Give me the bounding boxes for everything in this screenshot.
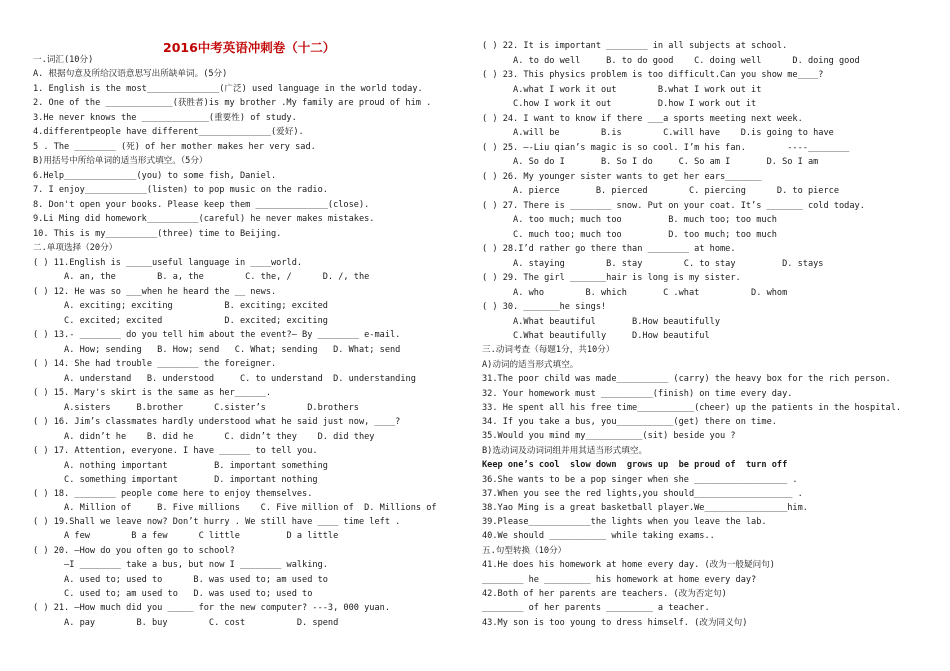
left-line: C. used to; am used to D. was used to; used to bbox=[33, 589, 313, 599]
right-line: A. So do I B. So I do C. So am I D. So I am bbox=[482, 157, 819, 167]
left-line: 4.differentpeople have different______________(爱好). bbox=[33, 127, 304, 137]
left-line: A. an, the B. a, the C. the, / D. /, the bbox=[33, 272, 370, 282]
right-line: ( ) 23. This physics problem is too difficult.Can you show me____? bbox=[482, 70, 824, 80]
left-line: ( ) 14. She had trouble ________ the foreigner. bbox=[33, 359, 277, 369]
right-line: 五.句型转换（10分） bbox=[482, 546, 567, 556]
right-line: A.What beautiful B.How beautifully bbox=[482, 317, 720, 327]
left-line: 7. I enjoy____________(listen) to pop music on the radio. bbox=[33, 185, 328, 195]
left-line: 一.词汇(10分) bbox=[33, 55, 94, 65]
right-line: 35.Would you mind my___________(sit) beside you ? bbox=[482, 431, 736, 441]
right-line: 39.Please____________the lights when you leave the lab. bbox=[482, 517, 767, 527]
right-line: A.will be B.is C.will have D.is going to have bbox=[482, 128, 834, 138]
right-line: A. to do well B. to do good C. doing well D. doing good bbox=[482, 56, 860, 66]
left-line: ( ) 16. Jim’s classmates hardly understood what he said just now, ____? bbox=[33, 417, 401, 427]
left-line: 8. Don't open your books. Please keep them ______________(close). bbox=[33, 200, 370, 210]
left-line: 10. This is my__________(three) time to Beijing. bbox=[33, 229, 282, 239]
right-line: 38.Yao Ming is a great basketball player.We________________him. bbox=[482, 503, 808, 513]
right-line: 43.My son is too young to dress himself. (改为同义句) bbox=[482, 618, 748, 628]
left-line: C. something important D. important nothing bbox=[33, 475, 318, 485]
left-line: 2. One of the _____________(获胜者)is my brother .My family are proud of him . bbox=[33, 98, 432, 108]
left-line: 二.单项选择（20分） bbox=[33, 243, 118, 253]
left-line: A. 根据句意及所给汉语意思写出所缺单词。(5分) bbox=[33, 69, 228, 79]
right-line: 37.When you see the red lights,you should___________________ . bbox=[482, 489, 803, 499]
right-line: 32. Your homework must __________(finish) on time every day. bbox=[482, 389, 793, 399]
right-line: C.What beautifully D.How beautiful bbox=[482, 331, 710, 341]
left-line: A. nothing important B. important something bbox=[33, 461, 328, 471]
left-line: A. used to; used to B. was used to; am used to bbox=[33, 575, 328, 585]
right-line: C. much too; much too D. too much; too much bbox=[482, 230, 777, 240]
right-line: 33. He spent all his free time___________(cheer) up the patients in the hospital. bbox=[482, 403, 902, 413]
right-line: A. staying B. stay C. to stay D. stays bbox=[482, 259, 824, 269]
left-line: A. understand B. understood C. to understand D. understanding bbox=[33, 374, 416, 384]
left-line: A. How; sending B. How; send C. What; sending D. What; send bbox=[33, 345, 401, 355]
left-line: 6.Help______________(you) to some fish, Daniel. bbox=[33, 171, 277, 181]
right-line: B)选动词及动词词组并用其适当形式填空。 bbox=[482, 446, 648, 456]
left-line: 1. English is the most______________(广泛) used language in the world today. bbox=[33, 84, 423, 94]
right-line: C.how I work it out D.how I work out it bbox=[482, 99, 757, 109]
left-line: B)用括号中所给单词的适当形式填空。（5分） bbox=[33, 156, 208, 166]
left-line: ( ) 20. –How do you often go to school? bbox=[33, 546, 235, 556]
left-line: ( ) 19.Shall we leave now? Don’t hurry . We still have ____ time left . bbox=[33, 517, 401, 527]
right-line: ( ) 29. The girl _______hair is long is my sister. bbox=[482, 273, 741, 283]
left-line: A. pay B. buy C. cost D. spend bbox=[33, 618, 339, 628]
right-line: 40.We should ___________ while taking exams.. bbox=[482, 531, 715, 541]
right-line: 42.Both of her parents are teachers. (改为否定句) bbox=[482, 589, 727, 599]
left-line: ( ) 21. –How much did you _____ for the new computer? ---3, 000 yuan. bbox=[33, 603, 390, 613]
right-line: Keep one’s cool slow down grows up be proud of turn off bbox=[482, 460, 788, 470]
left-line: ( ) 12. He was so ___when he heard the __ news. bbox=[33, 287, 277, 297]
right-line: ( ) 27. There is ________ snow. Put on your coat. It’s _______ cold today. bbox=[482, 201, 865, 211]
left-line: A. didn’t he B. did he C. didn’t they D. did they bbox=[33, 432, 375, 442]
right-line: ( ) 25. –-Liu qian’s magic is so cool. I’m his fan. ----________ bbox=[482, 143, 850, 153]
right-line: ( ) 22. It is important ________ in all subjects at school. bbox=[482, 41, 788, 51]
right-line: A. who B. which C .what D. whom bbox=[482, 288, 788, 298]
left-line: ( ) 11.English is _____useful language in ____world. bbox=[33, 258, 303, 268]
left-line: ( ) 13.- ________ do you tell him about the event?— By ________ e-mail. bbox=[33, 330, 401, 340]
right-line: A. pierce B. pierced C. piercing D. to pierce bbox=[482, 186, 839, 196]
left-line: A few B a few C little D a little bbox=[33, 531, 339, 541]
left-line: A. Million of B. Five millions C. Five million of D. Millions of bbox=[33, 503, 437, 513]
left-line: ( ) 17. Attention, everyone. I have ______ to tell you. bbox=[33, 446, 318, 456]
right-line: ( ) 28.I’d rather go there than ________ at home. bbox=[482, 244, 736, 254]
right-line: ( ) 24. I want to know if there ___a sports meeting next week. bbox=[482, 114, 803, 124]
right-line: A.what I work it out B.what I work out it bbox=[482, 85, 762, 95]
right-line: 31.The poor child was made__________ (carry) the heavy box for the rich person. bbox=[482, 374, 891, 384]
right-line: 三.动词考查（每题1分，共10分） bbox=[482, 345, 615, 355]
right-line: 34. If you take a bus, you___________(get) there on time. bbox=[482, 417, 777, 427]
left-line: ( ) 15. Mary's skirt is the same as her______. bbox=[33, 388, 271, 398]
right-line: ( ) 30. _______he sings! bbox=[482, 302, 607, 312]
right-line: ________ he _________ his homework at home every day? bbox=[482, 575, 757, 585]
left-line: A. exciting; exciting B. exciting; excited bbox=[33, 301, 328, 311]
right-line: 41.He does his homework at home every day. (改为一般疑问句) bbox=[482, 560, 775, 570]
exam-title: 2016中考英语冲刺卷（十二） bbox=[163, 40, 336, 55]
left-line: 9.Li Ming did homework__________(careful) he never makes mistakes. bbox=[33, 214, 375, 224]
left-line: 3.He never knows the _____________(重要性) of study. bbox=[33, 113, 297, 123]
right-line: A)动词的适当形式填空。 bbox=[482, 360, 579, 370]
left-line: 5 . The ________ (死) of her mother makes her very sad. bbox=[33, 142, 316, 152]
left-line: –I ________ take a bus, but now I ________ walking. bbox=[33, 560, 328, 570]
left-line: C. excited; excited D. excited; exciting bbox=[33, 316, 328, 326]
right-line: A. too much; much too B. much too; too much bbox=[482, 215, 777, 225]
left-line: ( ) 18. ________ people come here to enjoy themselves. bbox=[33, 489, 313, 499]
left-line: A.sisters B.brother C.sister’s D.brothers bbox=[33, 403, 359, 413]
right-line: ________ of her parents _________ a teacher. bbox=[482, 603, 710, 613]
right-line: 36.She wants to be a pop singer when she __________________ . bbox=[482, 475, 798, 485]
right-line: ( ) 26. My younger sister wants to get her ears_______ bbox=[482, 172, 762, 182]
